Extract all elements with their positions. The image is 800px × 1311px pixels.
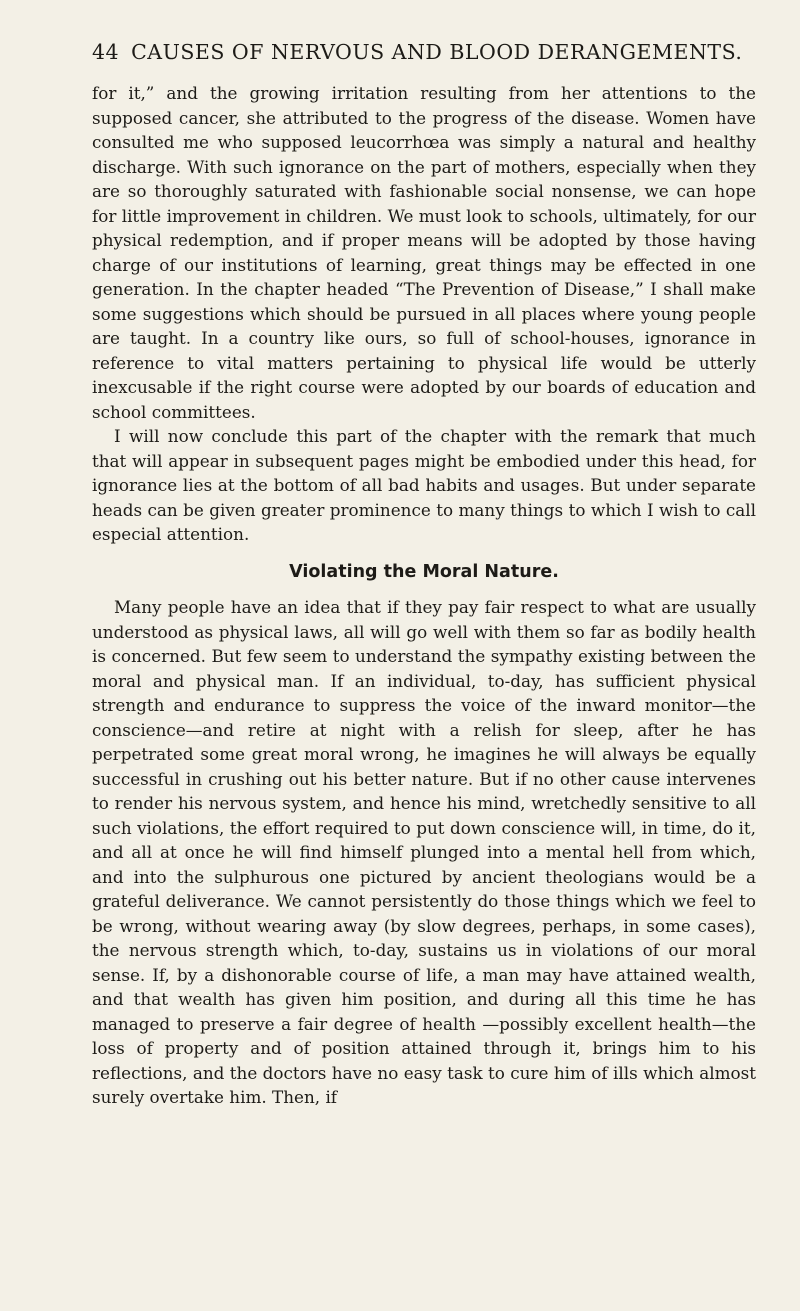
section-heading: Violating the Moral Nature. <box>289 561 559 582</box>
body-text <box>92 81 756 1110</box>
running-head <box>92 40 756 64</box>
page-number: 44 <box>92 40 120 64</box>
paragraph-conclusion: I will now conclude this part of the chapter with the remark that much that will appear in subsequent pages might be embodied under this head, for ignorance lies at the bottom of all bad habits and usages. But under separate heads can be given greater prominence to many things to which I wish to call especial attention. <box>92 426 756 544</box>
paragraph-continued: for it,” and the growing irritation resulting from her attentions to the supposed cancer, she attributed to the progress of the disease. Women have consulted me who supposed leucorrhœa was simply a natural and healthy discharge. With such ignorance on the part of mothers, especially when they are so thoroughly saturated with fashionable social nonsense, we can hope for little improvement in children. We must look to schools, ultimately, for our physical redemption, and if proper means will be adopted by those having charge of our institutions of learning, great things may be effected in one generation. In the chapter headed “The Prevention of Disease,” I shall make some suggestions which should be pursued in all places where young people are taught. In a country like ours, so full of school-houses, ignorance in reference to vital matters pertaining to physical life would be utterly inexcusable if the right course were adopted by our boards of education and school committees. <box>92 83 756 422</box>
paragraph-moral-nature: Many people have an idea that if they pay fair respect to what are usually understood as physical laws, all will go well with them so far as bodily health is concerned. But few seem to understand the sympathy existing between the moral and physical man. If an individual, to-day, has sufficient physical strength and endurance to suppress the voice of the inward monitor—the conscience—and retire at night with a relish for sleep, after he has perpetrated some great moral wrong, he imagines he will always be equally successful in crushing out his better nature. But if no other cause intervenes to render his nervous system, and hence his mind, wretchedly sensitive to all such violations, the effort required to put down conscience will, in time, do it, and all at once he will find himself plunged into a mental hell from which, and into the sulphurous one pictured by ancient theologians would be a grateful deliverance. We cannot persistently do those things which we feel to be wrong, without wearing away (by slow degrees, perhaps, in some cases), the nervous strength which, to-day, sustains us in violations of our moral sense. If, by a dishonorable course of life, a man may have attained wealth, and that wealth has given him position, and during all this time he has managed to preserve a fair degree of health —possibly excellent health—the loss of property and of position attained through it, brings him to his reflections, and the doctors have no easy task to cure him of ills which almost surely overtake him. Then, if <box>92 597 756 1107</box>
running-title: CAUSES OF NERVOUS AND BLOOD DERANGEMENTS. <box>131 40 743 64</box>
